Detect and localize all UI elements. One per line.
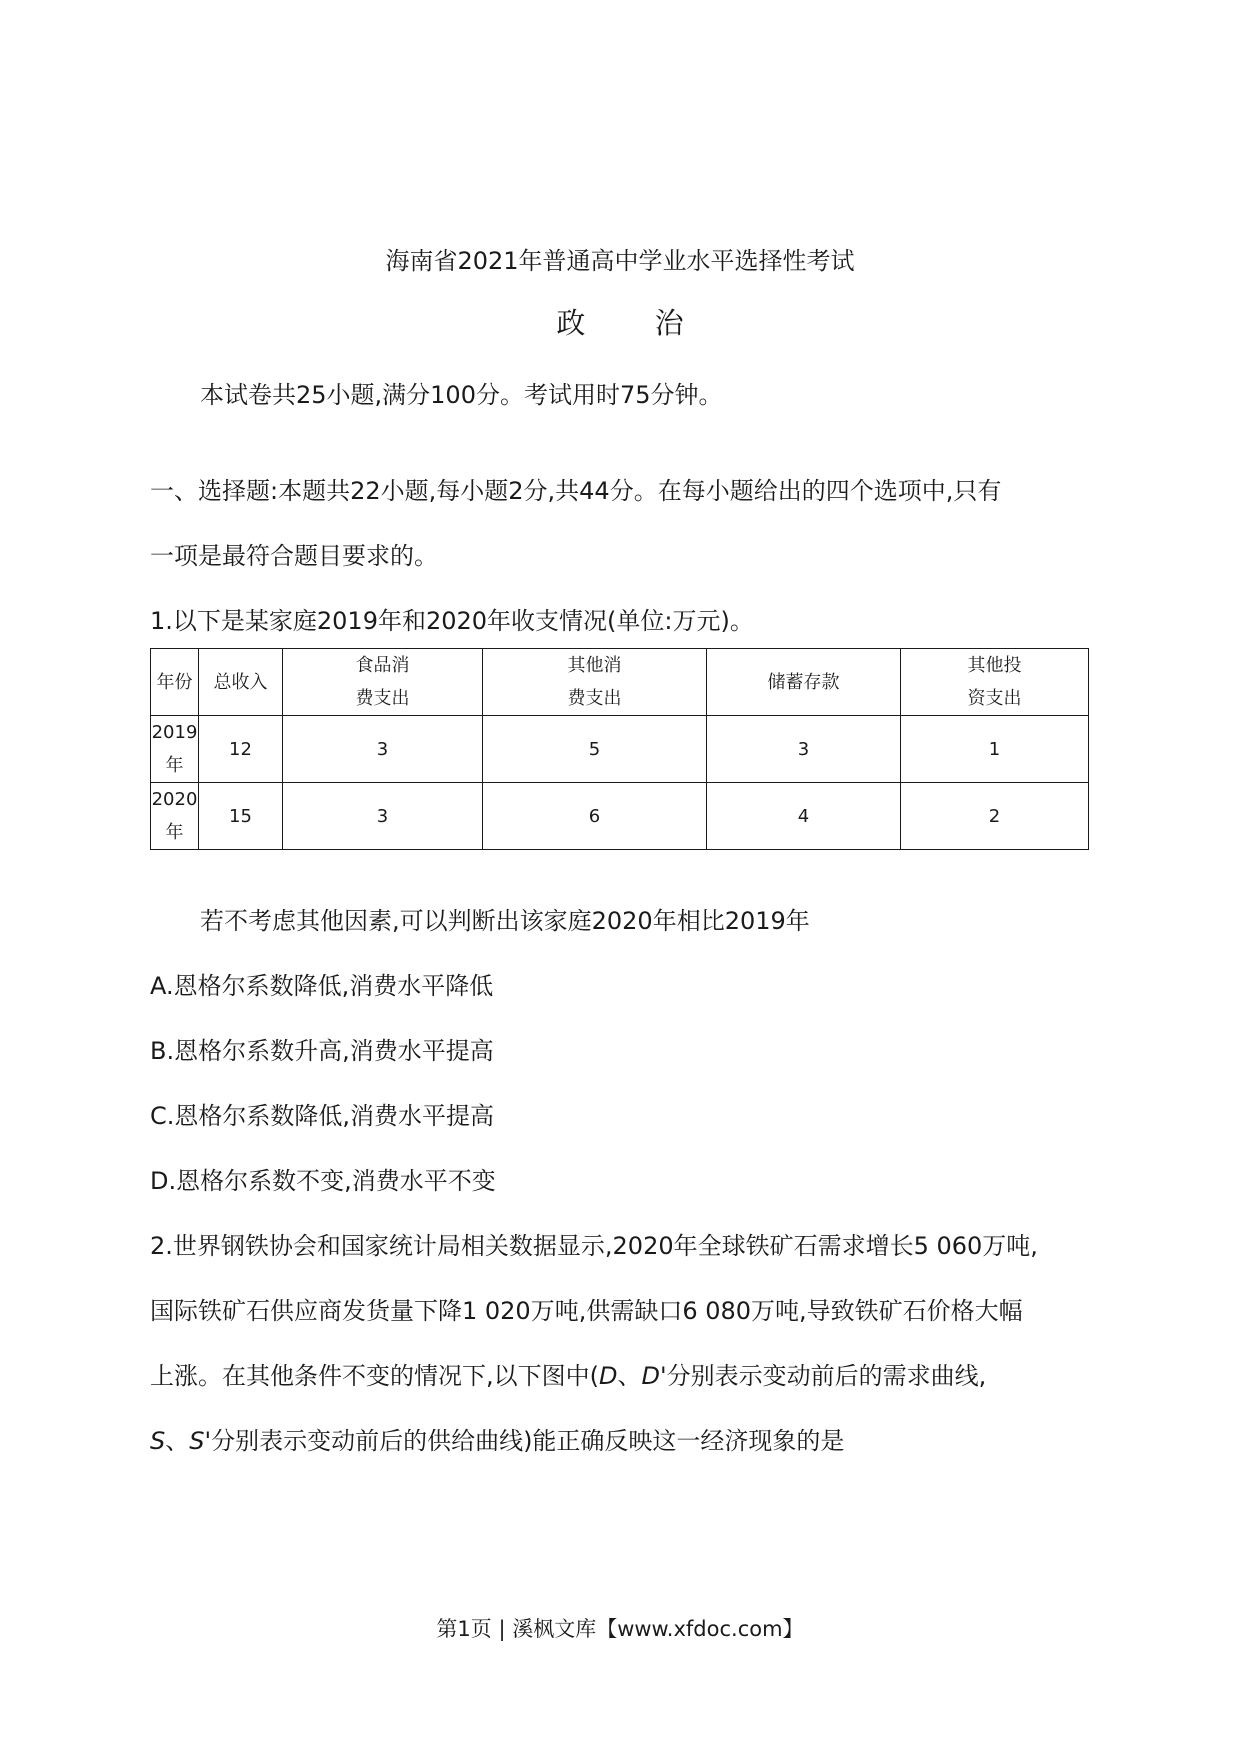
table-row (151, 783, 1089, 850)
table-cell: 6 (483, 783, 707, 850)
table-cell: 2 (901, 783, 1089, 850)
row-year: 2019 年 (151, 716, 199, 783)
exam-intro: 本试卷共25小题,满分100分。考试用时75分钟。 (200, 381, 723, 409)
option-d: D.恩格尔系数不变,消费水平不变 (150, 1167, 496, 1195)
header-savings: 储蓄存款 (707, 649, 901, 716)
table-cell: 12 (199, 716, 283, 783)
option-b: B.恩格尔系数升高,消费水平提高 (150, 1037, 494, 1065)
section-heading-line-1: 一、选择题:本题共22小题,每小题2分,共44分。在每小题给出的四个选项中,只有 (150, 477, 1002, 505)
table-cell: 15 (199, 783, 283, 850)
question-1-prompt: 若不考虑其他因素,可以判断出该家庭2020年相比2019年 (200, 907, 810, 935)
question-2-line-3: 上涨。在其他条件不变的情况下,以下图中(D、D'分别表示变动前后的需求曲线, (150, 1362, 987, 1390)
option-a: A.恩格尔系数降低,消费水平降低 (150, 972, 494, 1000)
section-heading-line-2: 一项是最符合题目要求的。 (150, 542, 438, 570)
option-c: C.恩格尔系数降低,消费水平提高 (150, 1102, 495, 1130)
header-year: 年份 (151, 649, 199, 716)
table-cell: 3 (283, 783, 483, 850)
header-other-consumption: 其他消 费支出 (483, 649, 707, 716)
table-header-row (151, 649, 1089, 716)
income-expense-table (150, 648, 1089, 850)
row-year: 2020 年 (151, 783, 199, 850)
question-2-line-2: 国际铁矿石供应商发货量下降1 020万吨,供需缺口6 080万吨,导致铁矿石价格大幅 (150, 1297, 1023, 1325)
table-cell: 5 (483, 716, 707, 783)
exam-title: 海南省2021年普通高中学业水平选择性考试 (385, 247, 855, 275)
table-row (151, 716, 1089, 783)
header-total-income: 总收入 (199, 649, 283, 716)
page-footer: 第1页 | 溪枫文库【www.xfdoc.com】 (436, 1617, 804, 1641)
subject-title: 政 治 (556, 306, 714, 340)
question-2-line-1: 2.世界钢铁协会和国家统计局相关数据显示,2020年全球铁矿石需求增长5 060万吨, (150, 1232, 1038, 1260)
table-cell: 3 (283, 716, 483, 783)
table-cell: 1 (901, 716, 1089, 783)
table-cell: 4 (707, 783, 901, 850)
question-1-stem: 1.以下是某家庭2019年和2020年收支情况(单位:万元)。 (150, 607, 754, 635)
header-food-expense: 食品消 费支出 (283, 649, 483, 716)
table-cell: 3 (707, 716, 901, 783)
question-2-line-4: S、S'分别表示变动前后的供给曲线)能正确反映这一经济现象的是 (150, 1427, 845, 1455)
header-other-investment: 其他投 资支出 (901, 649, 1089, 716)
